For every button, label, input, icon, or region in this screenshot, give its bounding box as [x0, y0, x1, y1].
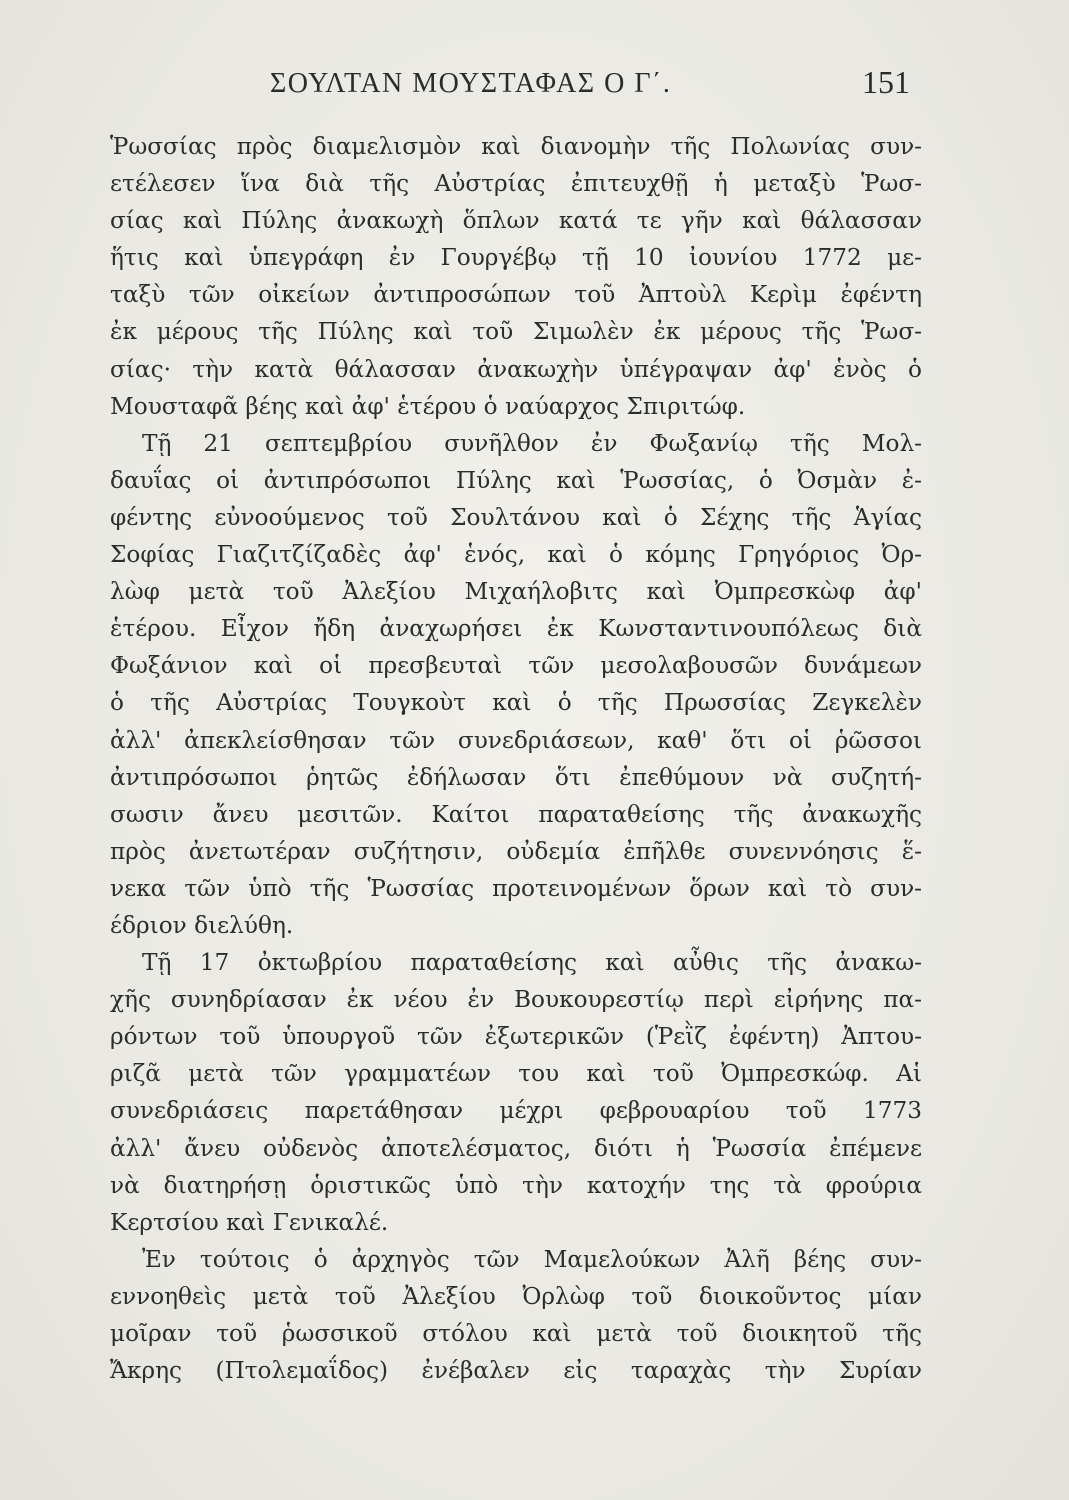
text-line: δαυΐας οἱ ἀντιπρόσωποι Πύλης καὶ Ῥωσσίας, ὁ Ὀσμὰν ἐ-: [110, 466, 922, 494]
page-header: [110, 62, 910, 106]
text-line: ἥτις καὶ ὑπεγράφη ἐν Γουργέβῳ τῇ 10 ἰουνίου 1772 με-: [110, 244, 922, 272]
text-line: μοῖραν τοῦ ῥωσσικοῦ στόλου καὶ μετὰ τοῦ διοικητοῦ τῆς: [110, 1320, 922, 1347]
text-line: Τῇ 17 ὀκτωβρίου παραταθείσης καὶ αὖθις τῆς ἀνακω-: [142, 949, 922, 977]
text-line: ἐκ μέρους τῆς Πύλης καὶ τοῦ Σιμωλὲν ἐκ μέρους τῆς Ῥωσ-: [110, 318, 922, 346]
text-line: ὁ τῆς Αὐστρίας Τουγκοὺτ καὶ ὁ τῆς Πρωσσίας Ζεγκελὲν: [110, 689, 922, 717]
text-line: έδριον διελύθη.: [110, 911, 294, 939]
text-line: πρὸς ἀνετωτέραν συζήτησιν, οὐδεμία ἐπῆλθε συνεννόησις ἕ-: [110, 837, 922, 865]
text-line: Κερτσίου καὶ Γενικαλέ.: [110, 1208, 389, 1236]
page-number: 151: [862, 64, 910, 100]
text-line: σωσιν ἄνευ μεσιτῶν. Καίτοι παραταθείσης τῆς ἀνακωχῆς: [110, 800, 922, 828]
text-line: νεκα τῶν ὑπὸ τῆς Ῥωσσίας προτεινομένων ὅρων καὶ τὸ συν-: [110, 874, 922, 902]
text-line: Ἄκρης (Πτολεμαΐδος) ἐνέβαλεν εἰς ταραχὰς τὴν Συρίαν: [110, 1357, 922, 1385]
text-line: ταξὺ τῶν οἰκείων ἀντιπροσώπων τοῦ Ἀπτοὺλ Κερὶμ ἐφέντη: [110, 281, 922, 309]
text-line: ἀλλ' ἀπεκλείσθησαν τῶν συνεδριάσεων, καθ' ὅτι οἱ ῥῶσσοι: [110, 726, 922, 754]
text-line: συνεδριάσεις παρετάθησαν μέχρι φεβρουαρίου τοῦ 1773: [110, 1097, 922, 1125]
text-line: ρόντων τοῦ ὑπουργοῦ τῶν ἐξωτερικῶν (Ῥεῒζ ἐφέντη) Ἀπτου-: [110, 1023, 922, 1051]
text-line: ετέλεσεν ἵνα διὰ τῆς Αὐστρίας ἐπιτευχθῇ ἡ μεταξὺ Ῥωσ-: [110, 170, 922, 198]
text-line: νὰ διατηρήσῃ ὁριστικῶς ὑπὸ τὴν κατοχήν της τὰ φρούρια: [110, 1171, 922, 1199]
text-line: ἀντιπρόσωποι ῥητῶς ἐδήλωσαν ὅτι ἐπεθύμουν νὰ συζητή-: [110, 763, 922, 791]
text-line: σίας καὶ Πύλης ἀνακωχὴ ὅπλων κατά τε γῆν καὶ θάλασσαν: [110, 207, 922, 235]
text-line: Ἐν τούτοις ὁ ἀρχηγὸς τῶν Μαμελούκων Ἀλῆ βέης συν-: [142, 1245, 922, 1273]
text-line: εννοηθεὶς μετὰ τοῦ Ἀλεξίου Ὀρλὼφ τοῦ διοικοῦντος μίαν: [110, 1282, 922, 1310]
text-line: λὼφ μετὰ τοῦ Ἀλεξίου Μιχαήλοβιτς καὶ Ὀμπρεσκὼφ ἀφ': [110, 578, 922, 606]
text-line: Μουσταφᾶ βέης καὶ ἀφ' ἑτέρου ὁ ναύαρχος Σπιριτώφ.: [110, 392, 746, 420]
text-line: ριζᾶ μετὰ τῶν γραμματέων του καὶ τοῦ Ὀμπρεσκώφ. Αἱ: [110, 1060, 922, 1088]
text-line: Ῥωσσίας πρὸς διαμελισμὸν καὶ διανομὴν τῆς Πολωνίας συν-: [110, 133, 922, 160]
text-line: φέντης εὐνοούμενος τοῦ Σουλτάνου καὶ ὁ Σέχης τῆς Ἁγίας: [110, 503, 922, 531]
text-line: σίας· τὴν κατὰ θάλασσαν ἀνακωχὴν ὑπέγραψαν ἀφ' ἑνὸς ὁ: [110, 355, 922, 383]
text-line: χῆς συνηδρίασαν ἐκ νέου ἐν Βουκουρεστίῳ περὶ εἰρήνης πα-: [110, 986, 922, 1014]
body-text: [110, 128, 922, 1389]
text-line: Φωξάνιον καὶ οἱ πρεσβευταὶ τῶν μεσολαβουσῶν δυνάμεων: [110, 652, 922, 680]
text-line: ἑτέρου. Εἶχον ἤδη ἀναχωρήσει ἐκ Κωνσταντινουπόλεως διὰ: [110, 615, 922, 643]
text-line: ἀλλ' ἄνευ οὐδενὸς ἀποτελέσματος, διότι ἡ Ῥωσσία ἐπέμενε: [110, 1134, 922, 1162]
text-line: Τῇ 21 σεπτεμβρίου συνῆλθον ἐν Φωξανίῳ τῆς Μολ-: [142, 429, 922, 457]
text-line: Σοφίας Γιαζιτζίζαδὲς ἀφ' ἑνός, καὶ ὁ κόμης Γρηγόριος Ὀρ-: [110, 541, 922, 569]
running-title: ΣΟΥΛΤΑΝ ΜΟΥΣΤΑΦΑΣ Ο Γ΄.: [270, 68, 672, 99]
